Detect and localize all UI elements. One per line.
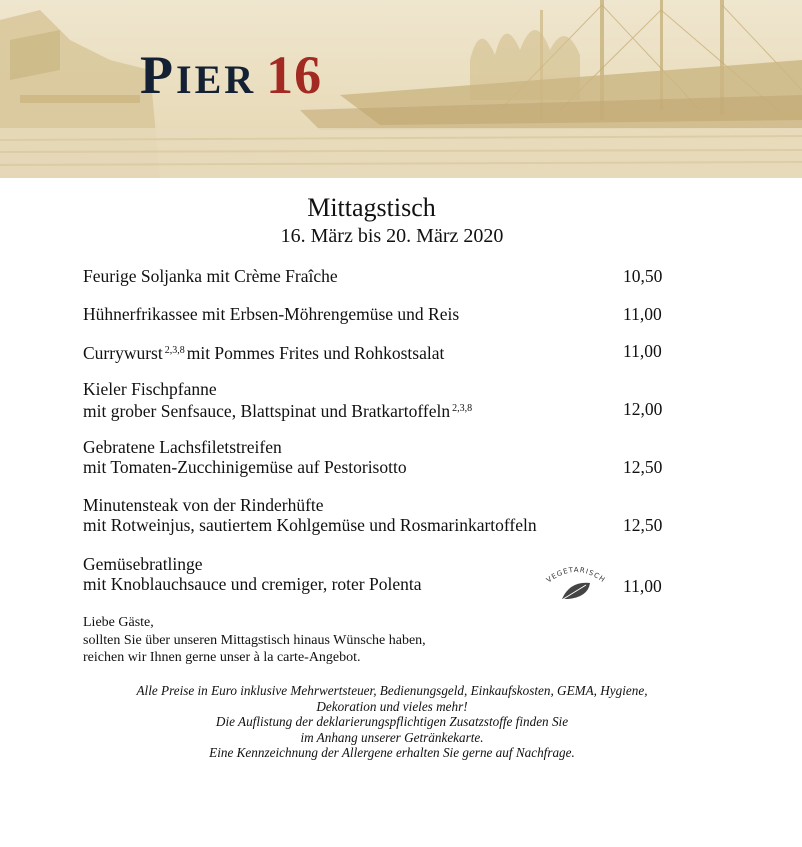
dish-name: Gemüsebratlinge <box>83 554 203 574</box>
dish-price: 11,00 <box>623 341 662 361</box>
note-line: sollten Sie über unseren Mittagstisch hinaus Wünsche haben, <box>83 632 426 648</box>
price-footnote <box>0 683 784 761</box>
header-banner <box>0 0 802 178</box>
dish-description <box>83 399 673 421</box>
date-range: 16. März bis 20. März 2020 <box>280 225 504 247</box>
footnote-line: Dekoration und vieles mehr! <box>316 698 468 714</box>
dish-name: Kieler Fischpfanne <box>83 379 217 399</box>
dish-text: Currywurst <box>83 343 163 363</box>
footnote-line: Die Auflistung der deklarierungspflichtigen Zusatzstoffe finden Sie <box>215 714 569 729</box>
svg-text:VEGETARISCH <box>545 566 607 584</box>
guest-note <box>83 614 426 667</box>
dish-price: 12,00 <box>623 399 663 419</box>
vegetarian-badge <box>540 563 612 603</box>
logo-word: PIER <box>140 45 257 105</box>
dish-name <box>83 341 673 363</box>
note-line: Liebe Gäste, <box>83 615 154 630</box>
menu-item <box>83 266 673 286</box>
dish-description: mit Tomaten-Zucchinigemüse auf Pestorisotto <box>83 457 407 477</box>
dish-price: 11,00 <box>623 304 662 324</box>
dish-text: mit Pommes Frites und Rohkostsalat <box>186 343 445 363</box>
dish-name: Feurige Soljanka mit Crème Fraîche <box>83 266 338 286</box>
vegetarian-badge-label: VEGETARISCH <box>545 565 607 585</box>
note-line: reichen wir Ihnen gerne unser à la carte-Angebot. <box>83 650 361 665</box>
logo-number: 16 <box>266 45 323 105</box>
dish-name: Gebratene Lachsfiletstreifen <box>83 437 282 457</box>
menu-item <box>83 379 673 421</box>
harbor-ships-image <box>0 0 802 178</box>
additive-codes: 2,3,8 <box>164 345 185 356</box>
brand-logo <box>140 45 323 105</box>
dish-price: 12,50 <box>623 515 663 535</box>
leaf-icon <box>560 583 590 601</box>
dish-price: 12,50 <box>623 457 663 477</box>
dish-price: 10,50 <box>623 266 663 286</box>
menu-item <box>83 437 673 477</box>
additive-codes: 2,3,8 <box>452 403 473 414</box>
menu-item <box>83 304 673 324</box>
dish-description: mit Rotweinjus, sautiertem Kohlgemüse und Rosmarinkartoffeln <box>83 515 537 535</box>
dish-name: Hühnerfrikassee mit Erbsen-Möhrengemüse und Reis <box>83 304 460 324</box>
dish-price: 11,00 <box>623 576 662 596</box>
page-title: Mittagstisch <box>307 193 436 222</box>
footnote-line: im Anhang unserer Getränkekarte. <box>300 729 484 745</box>
menu-item <box>83 341 673 363</box>
menu-item <box>83 495 673 535</box>
dish-text: mit grober Senfsauce, Blattspinat und Bratkartoffeln <box>83 401 451 421</box>
footnote-line: Eine Kennzeichnung der Allergene erhalten Sie gerne auf Nachfrage. <box>209 745 575 760</box>
dish-name: Minutensteak von der Rinderhüfte <box>83 495 324 515</box>
dish-description: mit Knoblauchsauce und cremiger, roter Polenta <box>83 574 422 594</box>
footnote-line: Alle Preise in Euro inklusive Mehrwertsteuer, Bedienungsgeld, Einkaufskosten, GEMA, Hygiene, <box>136 683 648 698</box>
